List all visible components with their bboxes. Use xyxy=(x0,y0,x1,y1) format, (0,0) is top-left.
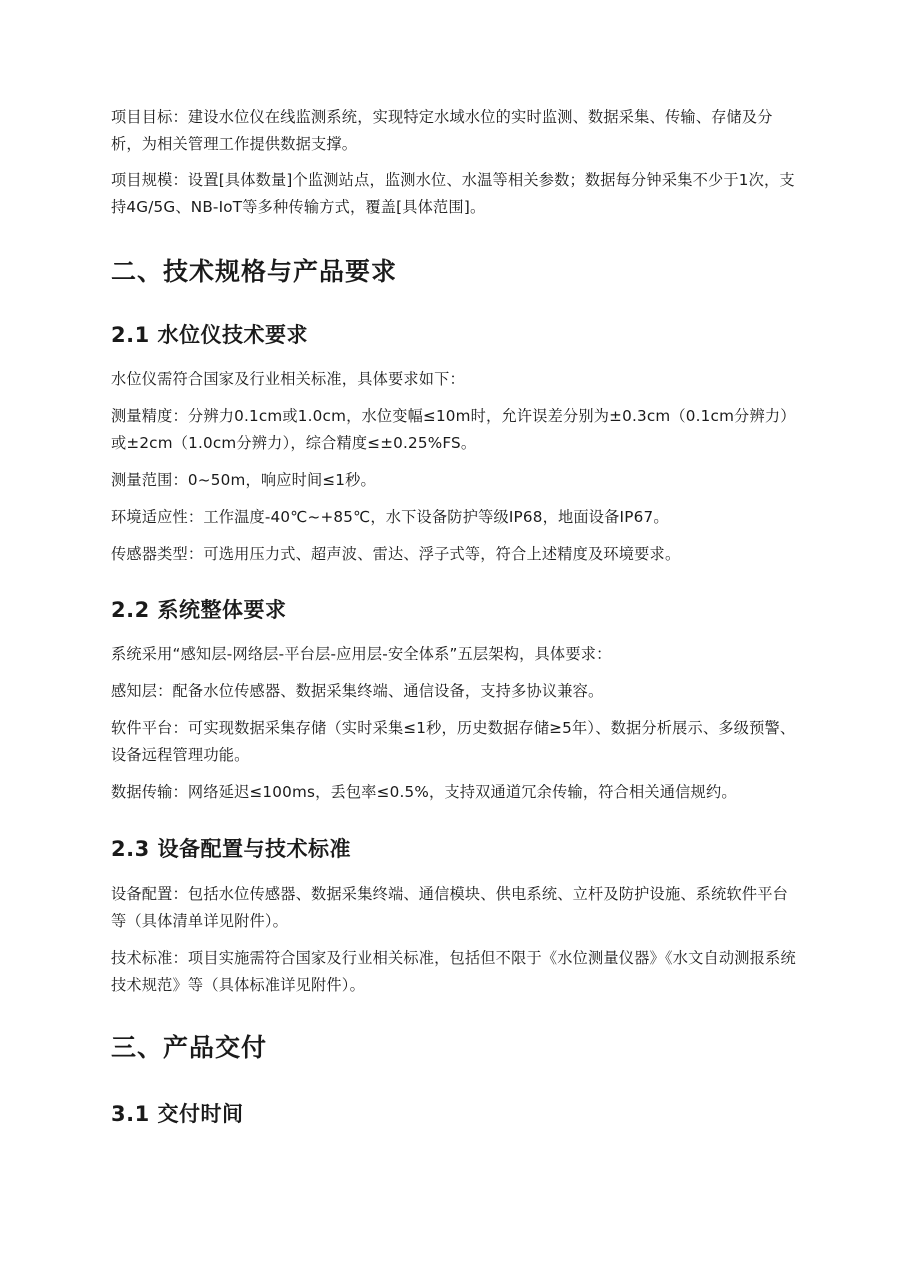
document-body xyxy=(111,104,801,1129)
paragraph-2-2-data-transmission: 数据传输：网络延迟≤100ms，丢包率≤0.5%，支持双通道冗余传输，符合相关通信规约。 xyxy=(111,783,737,801)
paragraph-2-1-range: 测量范围：0~50m，响应时间≤1秒。 xyxy=(111,471,376,489)
paragraph-2-1-intro: 水位仪需符合国家及行业相关标准，具体要求如下： xyxy=(111,370,465,388)
heading-section-2: 二、技术规格与产品要求 xyxy=(111,257,398,286)
heading-2-3: 2.3 设备配置与技术标准 xyxy=(111,837,352,861)
paragraph-2-2-architecture: 系统采用“感知层-网络层-平台层-应用层-安全体系”五层架构，具体要求： xyxy=(111,645,612,663)
paragraph-2-1-sensor: 传感器类型：可选用压力式、超声波、雷达、浮子式等，符合上述精度及环境要求。 xyxy=(111,545,681,563)
heading-section-3: 三、产品交付 xyxy=(111,1033,268,1062)
paragraph-2-2-software-platform: 软件平台：可实现数据采集存储（实时采集≤1秒，历史数据存储≥5年）、数据分析展示、多级预警、设备远程管理功能。 xyxy=(111,719,796,764)
heading-2-2: 2.2 系统整体要求 xyxy=(111,598,287,622)
heading-3-1: 3.1 交付时间 xyxy=(111,1102,244,1126)
paragraph-2-1-accuracy: 测量精度：分辨力0.1cm或1.0cm，水位变幅≤10m时，允许误差分别为±0.3cm（0.1cm分辨力）或±2cm（1.0cm分辨力），综合精度≤±0.25%FS。 xyxy=(111,407,796,452)
paragraph-project-goal: 项目目标：建设水位仪在线监测系统，实现特定水域水位的实时监测、数据采集、传输、存储及分析，为相关管理工作提供数据支撑。 xyxy=(111,108,773,153)
paragraph-2-1-environment: 环境适应性：工作温度-40℃~+85℃，水下设备防护等级IP68，地面设备IP67。 xyxy=(111,508,669,526)
paragraph-2-3-standards: 技术标准：项目实施需符合国家及行业相关标准，包括但不限于《水位测量仪器》《水文自动测报系统技术规范》等（具体标准详见附件）。 xyxy=(111,949,796,994)
heading-2-1: 2.1 水位仪技术要求 xyxy=(111,323,309,347)
paragraph-2-2-sensing-layer: 感知层：配备水位传感器、数据采集终端、通信设备，支持多协议兼容。 xyxy=(111,682,604,700)
paragraph-2-3-config: 设备配置：包括水位传感器、数据采集终端、通信模块、供电系统、立杆及防护设施、系统软件平台等（具体清单详见附件）。 xyxy=(111,885,789,930)
paragraph-project-scale: 项目规模：设置[具体数量]个监测站点，监测水位、水温等相关参数；数据每分钟采集不少于1次，支持4G/5G、NB-IoT等多种传输方式，覆盖[具体范围]。 xyxy=(111,171,795,216)
